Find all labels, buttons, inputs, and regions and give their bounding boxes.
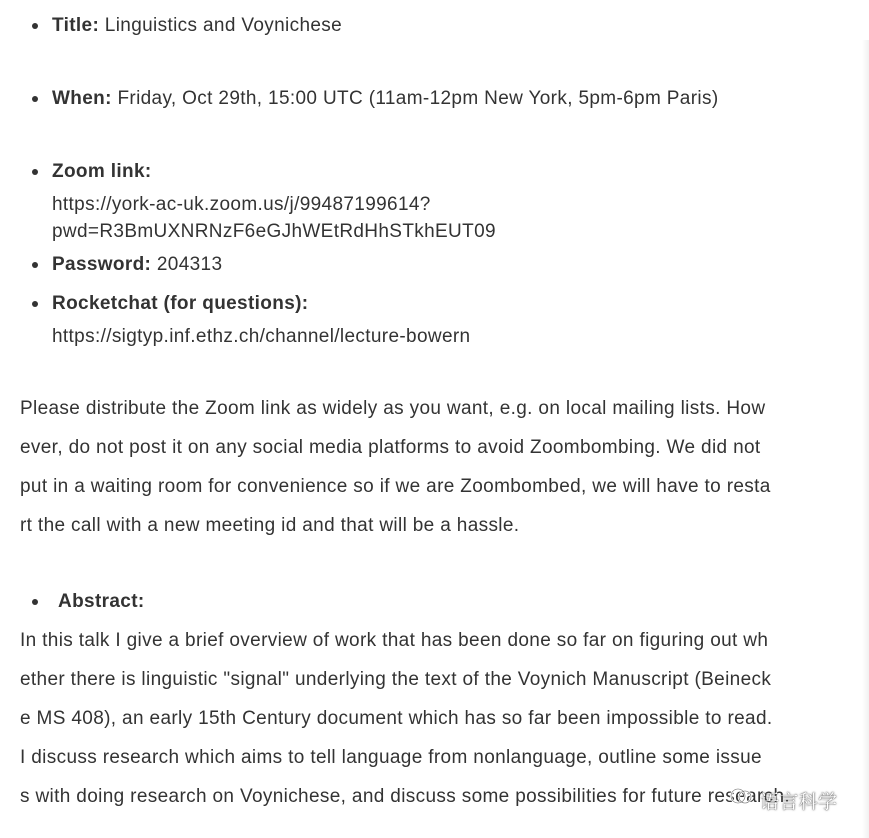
abstract-text: In this talk I give a brief overview of work that has been done so far on figuring out wh ether there is linguistic "signal" underlying the text of the Voynich Manuscript (Beineck e MS 408), an early 15th Century document which has so far been impossible to read. I discuss research which aims to tell language from nonlanguage, outline some issue s with doing research on Voynichese, and discuss some possibilities for future research. — [20, 630, 791, 807]
abstract-item — [58, 588, 858, 615]
password-value: 204313 — [156, 254, 223, 275]
password-label: Password: — [52, 254, 152, 275]
zoom-url-line-2[interactable]: pwd=R3BmUXNRNzF6eGJhWEtRdHhSTkhEUT09 — [52, 221, 496, 242]
title-item — [52, 12, 852, 39]
watermark — [728, 786, 837, 814]
rocketchat-item — [52, 290, 852, 350]
watermark-text: 语言科学 — [760, 791, 838, 813]
wechat-channel-icon — [728, 785, 754, 815]
distribution-paragraph: Please distribute the Zoom link as widely as you want, e.g. on local mailing lists. How ever, do not post it on any social media platforms to avoid Zoombombing. We did not put in a waiting room for convenience so if we are Zoombombed, we will have to resta rt the call with a new meeting id and that will be a hassle. — [20, 398, 771, 536]
abstract-label: Abstract: — [58, 591, 145, 612]
page-edge-shadow — [862, 40, 869, 838]
when-value: Friday, Oct 29th, 15:00 UTC (11am-12pm New York, 5pm-6pm Paris) — [117, 88, 719, 109]
rocketchat-label: Rocketchat (for questions): — [52, 293, 309, 314]
when-item — [52, 85, 852, 112]
title-label: Title: — [52, 15, 100, 36]
when-label: When: — [52, 88, 112, 109]
password-item — [52, 251, 852, 278]
zoom-url-line-1[interactable]: https://york-ac-uk.zoom.us/j/99487199614? — [52, 194, 431, 215]
rocketchat-url[interactable]: https://sigtyp.inf.ethz.ch/channel/lecture-bowern — [52, 326, 471, 347]
zoom-item — [52, 158, 852, 245]
title-value: Linguistics and Voynichese — [104, 15, 343, 36]
zoom-label: Zoom link: — [52, 161, 152, 182]
